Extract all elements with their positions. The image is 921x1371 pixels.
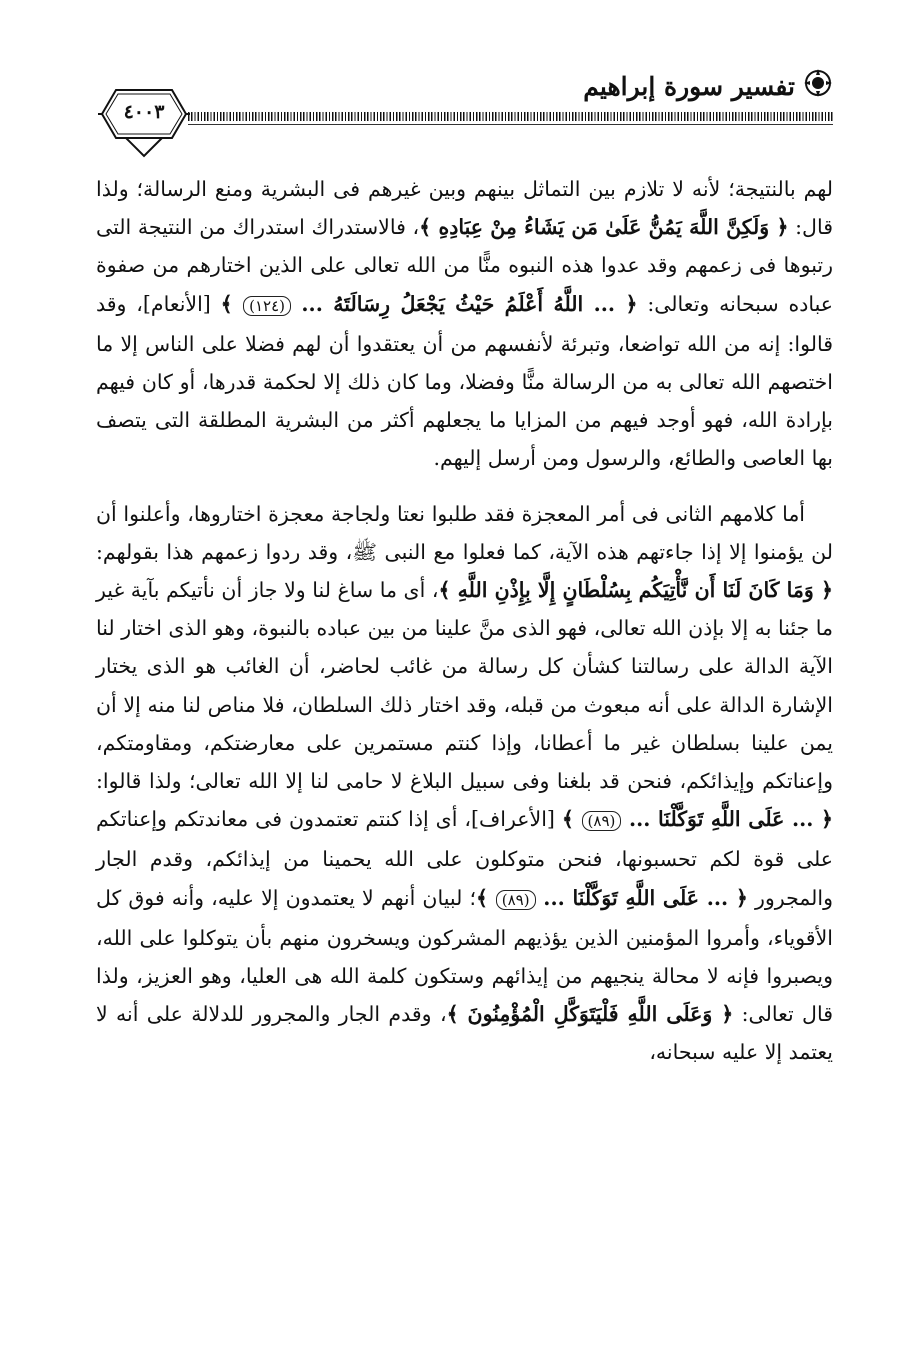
verse-number: (٨٩): [582, 811, 622, 831]
text-run: [الأعراف]، أى إذا كنتم تعتمدون فى معاندتكم وإعناتكم على قوة لكم تحسبونها، فنحن متوكلون على الله يحمينا من إيذائكم، وقدم الجار والمجرور: [96, 807, 833, 910]
page-number-box: [96, 84, 192, 158]
body-text: [96, 170, 833, 1072]
paragraph: [96, 170, 833, 478]
running-title: تفسير سورة إبراهيم: [583, 72, 795, 101]
text-run: ، فالاستدراك استدراك من النتيجة التى رتبوها فى زعمهم وقد عدوا هذه النبوه منًّا من الله تعالى على الذين اختارهم من صفوة عباده سبحانه وتعالى:: [96, 215, 834, 316]
quran-quote-close: ﴾: [475, 885, 496, 910]
quran-quote: ﴿ ... عَلَى اللَّهِ تَوَكَّلْنَا ...: [621, 807, 833, 832]
text-run: ، أى ما ساغ لنا ولا جاز أن نأتيكم بآية غير ما جئنا به إلا بإذن الله تعالى، فهو الذى منَّ علينا من بين عباده بالنبوة، وهو الذى اختار لنا الآية الدالة على رسالتنا كشأن كل رسالة من غائب لحاضر، أن الغائب هو الذى يختار الإشارة الدالة على أنه مبعوث من قبله، وقد اختار ذلك السلطان، فلا مناص لنا منه إلا أن يمن علينا بسلطان غير ما أعطانا، وإذا كنتم مستمرين على معارضتكم، ومقاومتكم، وإعناتكم وإيذائكم، فنحن قد بلغنا وفى سبيل البلاغ لا حامى لنا إلا الله تعالى؛ ولذا قالوا:: [96, 578, 833, 794]
quran-quote: ﴿ ... عَلَى اللَّهِ تَوَكَّلْنَا ...: [535, 885, 748, 910]
quran-quote-close: ﴾: [561, 807, 582, 832]
page-header: [96, 58, 833, 148]
quran-quote: ﴿ ... اللَّهُ أَعْلَمُ حَيْثُ يَجْعَلُ رِسَالَتَهُ ...: [290, 291, 638, 316]
verse-number: (٨٩): [496, 890, 536, 910]
text-run: ، وقدم الجار والمجرور للدلالة على أنه لا يعتمد إلا عليه سبحانه،: [96, 1002, 833, 1065]
text-run: أما كلامهم الثانى فى أمر المعجزة فقد طلبوا نعتا ولجاجة معجزة اختاروها، وأعلنوا أن لن يؤمنوا إلا إذا جاءتهم هذه الآية، كما فعلوا مع النبى ﷺ، وقد ردوا زعمهم هذا بقولهم:: [96, 501, 833, 564]
header-rule: [188, 112, 833, 121]
verse-number: (١٢٤): [243, 296, 291, 316]
text-run: ؛ لبيان أنهم لا يعتمدون إلا عليه، وأنه فوق كل الأقوياء، وأمروا المؤمنين الذين يؤذيهم المشركون ويسخرون منهم بأن يتوكلوا على الله، ويصبروا فإنه لا محالة ينجيهم من إيذائهم وستكون كلمة الله هى العليا، وهو العزيز، ولذا قال تعالى:: [96, 885, 833, 1027]
paragraph: [96, 495, 833, 1072]
text-run: [الأنعام]، وقد قالوا: إنه من الله تواضعا، وتبرئة لأنفسهم من أن يعتقدوا أن لهم فضلا على الناس إلا ما اختصهم الله تعالى به من الرسالة منًّا وفضلا، وما كان ذلك إلا لحكمة قدرها، أو كان فيهم بإرادة الله، فهو أوجد فيهم من المزايا ما يجعلهم أكثر من البشرية المطلقة التى يتصف بها العاصى والطائع، والرسول ومن أرسل إليهم.: [96, 291, 833, 471]
quran-quote: ﴿ وَمَا كَانَ لَنَا أَن نَّأْتِيَكُم بِسُلْطَانٍ إِلَّا بِإِذْنِ اللَّهِ ﴾: [438, 578, 833, 603]
text-run: لهم بالنتيجة؛ لأنه لا تلازم بين التماثل بينهم وبين غيرهم فى البشرية ومنع الرسالة؛ ولذا قال:: [96, 177, 833, 240]
page-number: ٤٠٠٣: [123, 101, 165, 123]
header-rule-line: [188, 124, 833, 125]
quran-quote-close: ﴾: [220, 291, 244, 316]
quran-quote: ﴿ وَلَكِنَّ اللَّهَ يَمُنُّ عَلَىٰ مَن يَشَاءُ مِنْ عِبَادِهِ ﴾: [419, 215, 789, 240]
ornament-icon: [803, 68, 833, 98]
quran-quote: ﴿ وَعَلَى اللَّهِ فَلْيَتَوَكَّلِ الْمُؤْمِنُونَ ﴾: [446, 1002, 734, 1027]
